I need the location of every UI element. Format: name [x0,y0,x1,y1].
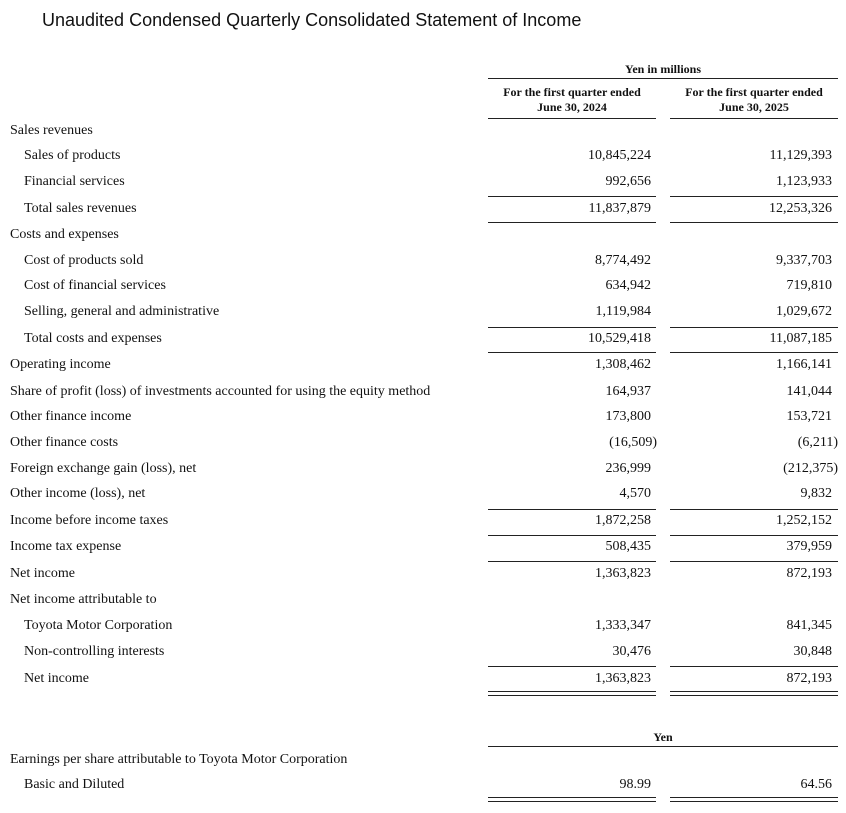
subtotal-rule [488,535,656,536]
units-header: Yen in millions [624,62,702,76]
row-label: Other finance costs [10,435,119,450]
value-2024: 508,435 [605,539,651,554]
value-2024: 10,529,418 [588,331,651,346]
subtotal-rule [670,666,838,667]
table-row [0,509,846,535]
subtotal-rule [488,509,656,510]
statement-title: Unaudited Condensed Quarterly Consolidated Statement of Income [42,10,582,30]
subtotal-rule [670,352,838,353]
subtotal-rule [670,327,838,328]
value-2024: 4,570 [619,486,651,501]
value-2024: 634,942 [605,278,651,293]
value-2024: 1,363,823 [595,671,651,686]
row-label: Cost of financial services [24,278,166,293]
value-2024: 992,656 [605,174,651,189]
table-row [0,249,846,275]
table-row [0,457,846,483]
table-row [0,482,846,508]
row-label: Toyota Motor Corporation [24,618,173,633]
value-2025: 1,166,141 [776,357,832,372]
table-row [0,197,846,223]
value-2025: 9,832 [800,486,832,501]
eps-heading-row [0,748,846,774]
value-2024: 1,363,823 [595,566,651,581]
table-row [0,562,846,588]
value-2024: 173,800 [605,409,651,424]
eps-double-rule [670,797,838,802]
value-2025: 9,337,703 [776,253,832,268]
eps-value-2025: 64.56 [800,777,832,792]
value-2025: 841,345 [786,618,832,633]
eps-units-header: Yen [653,730,673,744]
subtotal-rule [488,196,656,197]
table-row [0,640,846,666]
value-2025: 1,123,933 [776,174,832,189]
subtotal-rule [488,561,656,562]
row-label: Other finance income [10,409,132,424]
subtotal-rule [488,222,656,223]
value-2024: 8,774,492 [595,253,651,268]
value-2024: 11,837,879 [588,201,651,216]
row-label: Sales revenues [10,123,93,138]
value-2025: 153,721 [786,409,832,424]
table-row [0,431,846,457]
column-header-2025-line2: June 30, 2025 [719,100,789,114]
column-header-2024 [488,85,656,115]
row-label: Non-controlling interests [24,644,165,659]
value-2024: 1,119,984 [595,304,651,319]
column-header-2024-line2: June 30, 2024 [537,100,607,114]
subtotal-rule [670,535,838,536]
table-row [0,327,846,353]
table-row [0,588,846,614]
eps-value-2024: 98.99 [619,777,651,792]
row-label: Sales of products [24,148,121,163]
subtotal-rule [670,509,838,510]
total-double-rule [670,691,838,696]
value-2025: 11,129,393 [769,148,832,163]
table-row [0,614,846,640]
row-label: Cost of products sold [24,253,144,268]
table-row [0,274,846,300]
table-row [0,223,846,249]
subtotal-rule [670,196,838,197]
table-row [0,170,846,196]
value-2024: 236,999 [605,461,651,476]
subtotal-rule [488,327,656,328]
value-2025: 11,087,185 [769,331,832,346]
column-header-2025-line1: For the first quarter ended [685,85,823,99]
value-2025: 872,193 [786,671,832,686]
subtotal-rule [670,222,838,223]
table-row [0,119,846,145]
value-2025: 30,848 [793,644,832,659]
row-label: Net income attributable to [10,592,157,607]
value-2025: 1,029,672 [776,304,832,319]
value-2024: 1,333,347 [595,618,651,633]
value-2024: 164,937 [605,384,651,399]
table-row [0,144,846,170]
row-label: Other income (loss), net [10,486,146,501]
value-2025: 379,959 [786,539,832,554]
value-2024: 10,845,224 [588,148,651,163]
value-2024: 1,872,258 [595,513,651,528]
row-label: Net income [10,566,75,581]
row-label: Income tax expense [10,539,122,554]
row-label: Share of profit (loss) of investments accounted for using the equity method [10,384,431,399]
value-2025: 141,044 [786,384,832,399]
table-row [0,667,846,693]
row-label: Net income [24,671,89,686]
row-label: Costs and expenses [10,227,119,242]
eps-heading: Earnings per share attributable to Toyota Motor Corporation [10,752,348,767]
table-row [0,380,846,406]
value-2025: 1,252,152 [776,513,832,528]
row-label: Income before income taxes [10,513,169,528]
value-2025: 12,253,326 [769,201,832,216]
value-2024: 1,308,462 [595,357,651,372]
row-label: Foreign exchange gain (loss), net [10,461,197,476]
row-label: Total costs and expenses [24,331,162,346]
eps-units-underline [488,746,838,747]
value-2025: (212,375) [783,461,838,476]
eps-row [0,773,846,799]
eps-label: Basic and Diluted [24,777,125,792]
column-header-2025 [670,85,838,115]
table-row [0,405,846,431]
value-2025: (6,211) [797,435,838,450]
subtotal-rule [488,666,656,667]
row-label: Financial services [24,174,125,189]
row-label: Operating income [10,357,111,372]
table-row [0,300,846,326]
eps-double-rule [488,797,656,802]
subtotal-rule [488,352,656,353]
value-2025: 719,810 [786,278,832,293]
row-label: Selling, general and administrative [24,304,220,319]
value-2025: 872,193 [786,566,832,581]
value-2024: 30,476 [612,644,651,659]
total-double-rule [488,691,656,696]
value-2024: (16,509) [609,435,657,450]
column-header-2024-line1: For the first quarter ended [503,85,641,99]
table-row [0,353,846,379]
table-row [0,535,846,561]
row-label: Total sales revenues [24,201,137,216]
units-underline [488,78,838,79]
subtotal-rule [670,561,838,562]
